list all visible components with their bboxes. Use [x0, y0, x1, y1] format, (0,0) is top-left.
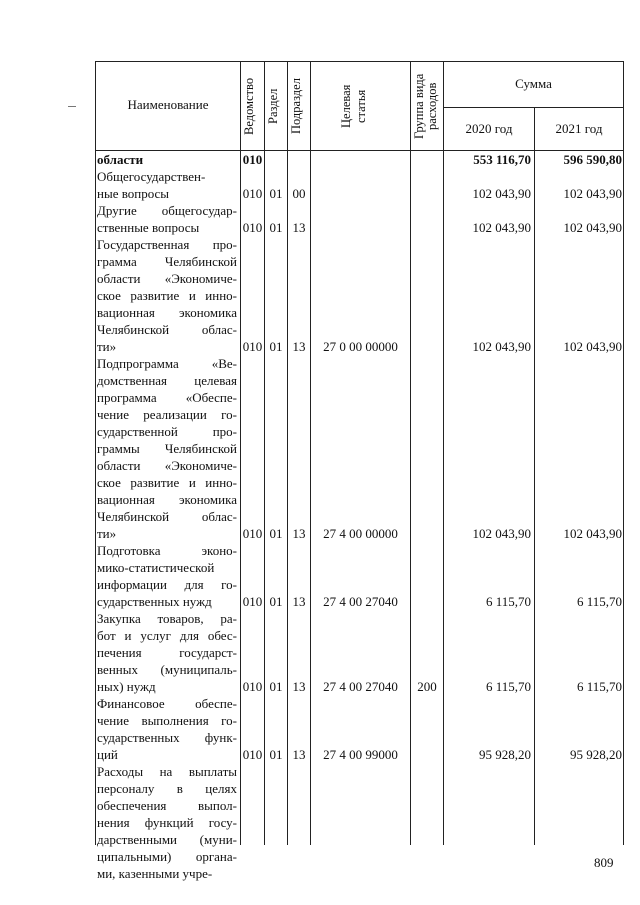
col-border-podrazdel — [287, 61, 288, 845]
row-name-line: чение выполнения го- — [97, 713, 237, 728]
row-razdel: 01 — [269, 526, 283, 541]
row-name — [97, 542, 237, 610]
row-sum-2020: 102 043,90 — [472, 526, 531, 541]
row-vedomstvo: 010 — [242, 526, 263, 541]
row-tselevaya: 27 4 00 99000 — [323, 747, 398, 762]
row-razdel: 01 — [269, 339, 283, 354]
header-year-2020: 2020 год — [465, 121, 513, 136]
row-sum-2020: 102 043,90 — [472, 220, 531, 235]
row-name-line: Челябинской облас- — [97, 509, 237, 524]
row-name-line: ми, казенными учре- — [97, 866, 213, 881]
col-border-right — [623, 61, 624, 845]
col-border-left — [95, 61, 96, 845]
row-vedomstvo: 010 — [242, 747, 263, 762]
row-name-line: области «Экономиче- — [97, 458, 237, 473]
row-name-line: сударственных нужд — [97, 594, 212, 609]
row-podrazdel: 13 — [292, 339, 306, 354]
table-top-border — [95, 61, 623, 62]
row-tselevaya: 27 4 00 27040 — [323, 594, 398, 609]
row-sum-2021: 102 043,90 — [563, 526, 622, 541]
row-name-line: Финансовое обеспе- — [97, 696, 237, 711]
row-name-line: Государственная про- — [97, 237, 237, 252]
row-name-line: вационная экономика — [97, 492, 237, 507]
row-name-line: венных (муниципаль- — [97, 662, 237, 677]
header-podrazdel: Подраздел — [289, 78, 303, 134]
row-name-line: Подготовка эконо- — [97, 543, 237, 558]
header-name: Наименование — [127, 97, 209, 112]
margin-mark — [68, 106, 76, 107]
row-sum-2021: 6 115,70 — [576, 594, 622, 609]
row-name-line: сударственной про- — [97, 424, 237, 439]
row-name-line: дарственными (муни- — [97, 832, 237, 847]
row-name-line: области «Экономиче- — [97, 271, 237, 286]
row-sum-2021: 102 043,90 — [563, 220, 622, 235]
row-name — [97, 610, 237, 695]
row-vedomstvo: 010 — [242, 152, 263, 167]
row-vedomstvo: 010 — [242, 679, 263, 694]
header-gruppa-1: Группа вида — [412, 73, 426, 139]
row-vedomstvo: 010 — [242, 186, 263, 201]
row-name-line: чение реализации го- — [97, 407, 237, 422]
row-sum-2021: 102 043,90 — [563, 186, 622, 201]
row-name-line: области — [97, 152, 144, 167]
col-border-year — [534, 107, 535, 845]
row-tselevaya: 27 0 00 00000 — [323, 339, 398, 354]
row-name — [97, 168, 237, 202]
row-sum-2020: 102 043,90 — [472, 339, 531, 354]
row-name-line: обеспечения выпол- — [97, 798, 237, 813]
row-vedomstvo: 010 — [242, 594, 263, 609]
row-razdel: 01 — [269, 594, 283, 609]
sum-header-divider — [443, 107, 623, 108]
row-razdel: 01 — [269, 186, 283, 201]
row-sum-2021: 95 928,20 — [570, 747, 622, 762]
row-sum-2021: 6 115,70 — [576, 679, 622, 694]
col-border-ved — [240, 61, 241, 845]
row-name-line: печения государст- — [97, 645, 237, 660]
row-name-line: Челябинской облас- — [97, 322, 237, 337]
header-vedomstvo: Ведомство — [242, 77, 256, 135]
row-name-line: Общегосударствен- — [97, 169, 206, 184]
row-name-line: грамма Челябинской — [97, 254, 237, 269]
row-podrazdel: 13 — [292, 526, 306, 541]
row-name-line: Другие общегосудар- — [97, 203, 237, 218]
header-year-2021: 2021 год — [555, 121, 603, 136]
row-name-line: бот и услуг для обес- — [97, 628, 237, 643]
row-name-line: нения функций госу- — [97, 815, 237, 830]
row-name-line: ти» — [97, 339, 117, 354]
row-name — [97, 355, 237, 542]
row-gruppa: 200 — [417, 679, 437, 694]
row-name-line: ций — [97, 747, 118, 762]
row-tselevaya: 27 4 00 27040 — [323, 679, 398, 694]
row-sum-2020: 553 116,70 — [473, 152, 531, 167]
row-podrazdel: 00 — [292, 186, 306, 201]
row-name-line: информации для го- — [97, 577, 237, 592]
row-name — [97, 202, 237, 236]
row-name — [97, 695, 237, 763]
page-number: 809 — [594, 855, 614, 870]
row-name-line: вационная экономика — [97, 305, 237, 320]
row-name-line: ципальными) органа- — [97, 849, 237, 864]
row-name — [97, 236, 237, 355]
row-razdel: 01 — [269, 747, 283, 762]
row-podrazdel: 13 — [292, 679, 306, 694]
row-podrazdel: 13 — [292, 220, 306, 235]
row-sum-2021: 596 590,80 — [563, 152, 622, 167]
row-sum-2020: 102 043,90 — [472, 186, 531, 201]
header-tselevaya-1: Целевая — [339, 84, 353, 128]
row-sum-2020: 6 115,70 — [485, 594, 531, 609]
header-razdel: Раздел — [266, 88, 280, 124]
row-name-line: сударственных функ- — [97, 730, 237, 745]
row-name-line: программа «Обеспе- — [97, 390, 237, 405]
row-name-line: персоналу в целях — [97, 781, 237, 796]
row-podrazdel: 13 — [292, 747, 306, 762]
row-name-line: ти» — [97, 526, 117, 541]
row-name-line: ных) нужд — [97, 679, 156, 694]
row-name-line: ственные вопросы — [97, 220, 200, 235]
col-border-sum — [443, 61, 444, 845]
row-razdel: 01 — [269, 220, 283, 235]
header-summa: Сумма — [515, 76, 552, 91]
row-name-line: ское развитие и инно- — [97, 475, 237, 490]
row-name-line: мико-статистической — [97, 560, 215, 575]
row-sum-2021: 102 043,90 — [563, 339, 622, 354]
col-border-razdel — [264, 61, 265, 845]
row-name-line: домственная целевая — [97, 373, 237, 388]
row-tselevaya: 27 4 00 00000 — [323, 526, 398, 541]
row-razdel: 01 — [269, 679, 283, 694]
header-tselevaya-2: статья — [354, 89, 368, 123]
row-name-line: ское развитие и инно- — [97, 288, 237, 303]
row-vedomstvo: 010 — [242, 220, 263, 235]
row-sum-2020: 6 115,70 — [485, 679, 531, 694]
row-name — [97, 763, 237, 882]
row-sum-2020: 95 928,20 — [479, 747, 531, 762]
row-vedomstvo: 010 — [242, 339, 263, 354]
row-name-line: ные вопросы — [97, 186, 170, 201]
row-name — [97, 151, 237, 168]
header-gruppa-2: расходов — [425, 82, 439, 130]
row-name-line: граммы Челябинской — [97, 441, 237, 456]
row-name-line: Закупка товаров, ра- — [97, 611, 237, 626]
col-border-tselevaya — [310, 61, 311, 845]
row-podrazdel: 13 — [292, 594, 306, 609]
row-name-line: Подпрограмма «Ве- — [97, 356, 237, 371]
row-name-line: Расходы на выплаты — [97, 764, 237, 779]
col-border-gvr — [410, 61, 411, 845]
